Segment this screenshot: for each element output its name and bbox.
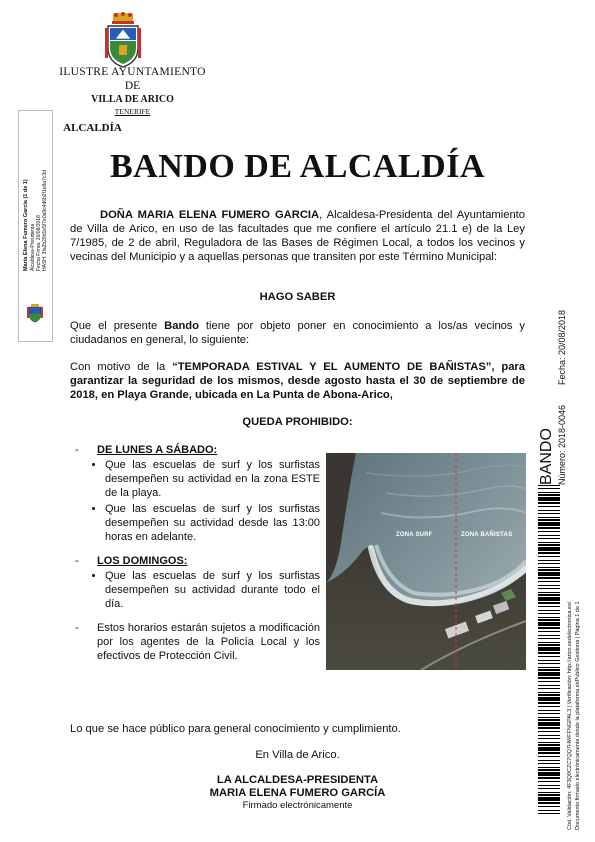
signature-stamp-box (18, 110, 53, 342)
doc-number: Número: 2018-0046 (557, 404, 567, 485)
closing-text: Lo que se hace público para general conocimiento y cumplimiento. (70, 723, 401, 735)
zone-banistas-label: ZONA BAÑISTAS (461, 532, 513, 538)
zone-surf-label: ZONA SURF (396, 532, 433, 538)
aerial-photo (326, 453, 526, 670)
aerial-photo-graphic (326, 453, 526, 670)
motivo-paragraph: Con motivo de la “TEMPORADA ESTIVAL Y EL AUMENTO DE BAÑISTAS”, para garantizar la seguridad de los mismos, desde agosto hasta el 30 de septiembre de 2018, en Playa Grande, ubicada en La Punta de Abona-Arico, (70, 361, 525, 401)
signer-name: MARIA ELENA FUMERO GARCÍA (209, 787, 386, 799)
doc-date: Fecha: 20/08/2018 (557, 309, 567, 385)
bando-word: Bando (164, 320, 199, 332)
motivo-bold: “TEMPORADA ESTIVAL Y EL AUMENTO DE BAÑISTAS”, para garantizar la seguridad de los mismos, desde agosto hasta el 30 de septiembre de 2018, en Playa Grande, ubicada en La Punta de Abona-Arico, (70, 361, 525, 401)
schedule-note: Estos horarios estarán sujetos a modificación por los agentes de la Policía Local y los efectivos de Protección Civil. (97, 622, 320, 662)
intro-text: , Alcaldesa-Presidenta del Ayuntamiento de Villa de Arico, en uso de las facultades que me confiere el artículo 21.1 e) de la Ley 7/1985, de 2 de abril, Reguladora de las Bases de Régimen Local, a todos los vecinos y vecinas del Municipio y a aquellas personas que transiten por este Término Municipal: (70, 209, 526, 263)
mayor-name: DOÑA MARIA ELENA FUMERO GARCIA (100, 209, 320, 221)
org-island: TENERIFE (114, 107, 151, 116)
intro-paragraph (70, 208, 525, 264)
stamp-signer: María Elena Fumero García (1 de 1) (23, 179, 29, 271)
list-item: • Que las escuelas de surf y los surfistas desempeñen su actividad en la zona ESTE de la playa. (105, 458, 320, 500)
weekday-items (75, 458, 320, 544)
org-de: DE (124, 80, 141, 92)
platform-note: Documento firmado electrónicamente desde la plataforma esPublico Gestiona | Página 1 de 1 (575, 601, 581, 830)
sunday-section: - LOS DOMINGOS: (75, 555, 188, 567)
org-name: ILUSTRE AYUNTAMIENTO (59, 66, 206, 78)
weekday-section: - DE LUNES A SÁBADO: (75, 444, 218, 456)
coat-of-arms-icon (103, 12, 143, 68)
org-department: ALCALDÍA (63, 122, 122, 134)
prohibido-heading: QUEDA PROHIBIDO: (242, 416, 353, 428)
validation-barcode (538, 485, 560, 815)
place-text: En Villa de Arico. (255, 749, 340, 761)
note-section: - Estos horarios estarán sujetos a modificación por los agentes de la Policía Local y los efectivos de Protección Civil. (75, 622, 320, 662)
list-item: • Que las escuelas de surf y los surfistas desempeñen su actividad durante todo el día. (105, 569, 320, 611)
rules-list (75, 443, 320, 663)
stamp-date: Fecha Firma: 20/08/2018 (36, 215, 42, 271)
stamp-crest-icon (27, 303, 43, 323)
page-title: BANDO DE ALCALDÍA (110, 148, 485, 185)
hago-saber-heading: HAGO SABER (259, 291, 336, 303)
object-paragraph: Que el presente Bando tiene por objeto poner en conocimiento a los/as vecinos y ciudadanos en general, lo siguiente: (70, 320, 525, 346)
stamp-hash: HASH: 3fa2b28d1e5f7e0a9c4d6b2f1e8a7c3d (42, 170, 48, 271)
sunday-heading: LOS DOMINGOS: (97, 555, 188, 567)
stamp-role: Alcaldesa-Presidenta (30, 223, 36, 271)
signer-role: LA ALCALDESA-PRESIDENTA (216, 774, 379, 786)
validation-code: Cód. Validación: 4F3Q9CZC7QQ7HWFFNGPAL3 | Verificación: http://arico.sedelectronica.es/ (567, 601, 573, 830)
weekday-heading: DE LUNES A SÁBADO: (97, 444, 218, 456)
org-municipality: VILLA DE ARICO (91, 94, 174, 105)
doc-type: BANDO (538, 428, 555, 485)
signed-electronically-note: Firmado electrónicamente (242, 800, 353, 811)
list-item: • Que las escuelas de surf y los surfistas desempeñen su actividad desde las 13:00 horas en adelante. (105, 502, 320, 544)
sunday-items (75, 569, 320, 611)
